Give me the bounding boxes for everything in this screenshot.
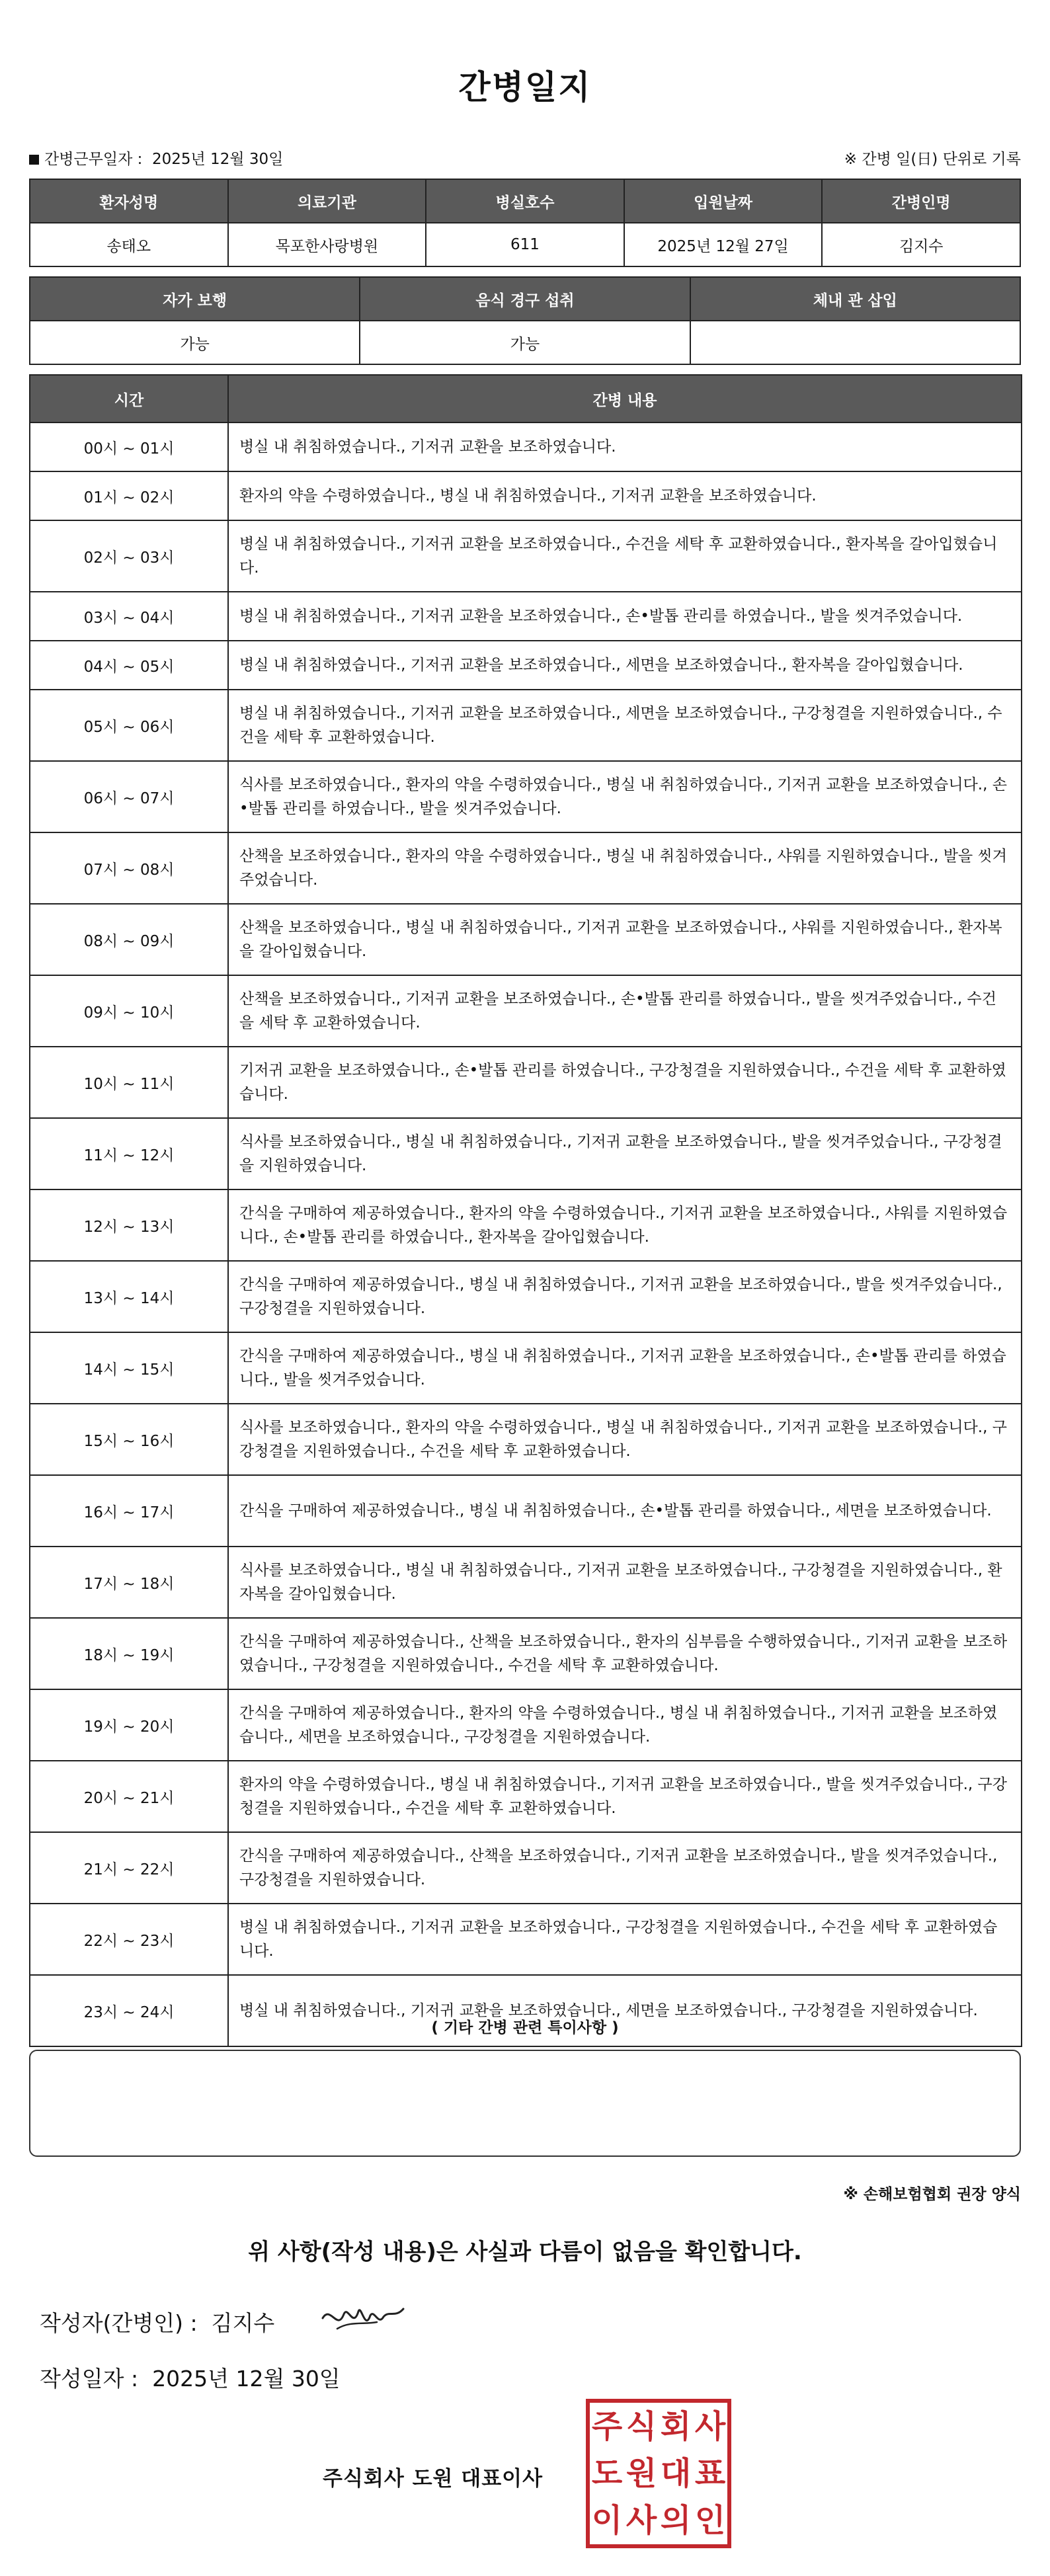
written-date-label: 작성일자 : (40, 2366, 139, 2392)
row-content: 간식을 구매하여 제공하였습니다., 환자의 약을 수령하였습니다., 병실 내 취침하였습니다., 기저귀 교환을 보조하였습니다., 세면을 보조하였습니다., 구강청결을 지원하였습니다. (228, 1689, 1022, 1761)
row-content: 간식을 구매하여 제공하였습니다., 산책을 보조하였습니다., 환자의 심부름을 수행하였습니다., 기저귀 교환을 보조하였습니다., 구강청결을 지원하였습니다., 수건을 세탁 후 교환하였습니다. (228, 1618, 1022, 1689)
company-name: 주식회사 도원 대표이사 (323, 2467, 544, 2491)
row-time: 21시 ~ 22시 (30, 1832, 228, 1904)
table-row (30, 1404, 1022, 1475)
row-time: 14시 ~ 15시 (30, 1332, 228, 1404)
row-time: 05시 ~ 06시 (30, 690, 228, 761)
patient-name: 송태오 (30, 223, 228, 266)
row-time: 16시 ~ 17시 (30, 1475, 228, 1547)
notes-title: ( 기타 간병 관련 특이사항 ) (431, 2019, 619, 2036)
patient-info-table (29, 179, 1021, 267)
table-row (30, 1547, 1022, 1618)
row-time: 09시 ~ 10시 (30, 975, 228, 1047)
row-content: 산책을 보조하였습니다., 기저귀 교환을 보조하였습니다., 손•발톱 관리를 하였습니다., 발을 씻겨주었습니다., 수건을 세탁 후 교환하였습니다. (228, 975, 1022, 1047)
table-row (30, 904, 1022, 975)
row-time: 04시 ~ 05시 (30, 641, 228, 690)
header-walking: 자가 보행 (30, 277, 360, 321)
row-content: 병실 내 취침하였습니다., 기저귀 교환을 보조하였습니다., 세면을 보조하였습니다., 구강청결을 지원하였습니다. (228, 1975, 1022, 2046)
written-date-value: 2025년 12월 30일 (152, 2366, 341, 2392)
row-time: 00시 ~ 01시 (30, 423, 228, 471)
table-row (30, 641, 1022, 690)
oral-intake-value: 가능 (360, 321, 690, 364)
row-content: 간식을 구매하여 제공하였습니다., 병실 내 취침하였습니다., 손•발톱 관리를 하였습니다., 세면을 보조하였습니다. (228, 1475, 1022, 1547)
work-date-line (29, 141, 1021, 168)
row-time: 03시 ~ 04시 (30, 592, 228, 641)
row-content: 병실 내 취침하였습니다., 기저귀 교환을 보조하였습니다., 수건을 세탁 후 교환하였습니다., 환자복을 갈아입혔습니다. (228, 520, 1022, 592)
admission-date: 2025년 12월 27일 (624, 223, 823, 266)
header-tube: 체내 관 삽입 (690, 277, 1020, 321)
work-date-label: 간병근무일자 : (44, 151, 143, 168)
row-content: 식사를 보조하였습니다., 병실 내 취침하였습니다., 기저귀 교환을 보조하였습니다., 발을 씻겨주었습니다., 구강청결을 지원하였습니다. (228, 1118, 1022, 1189)
table-row (30, 1189, 1022, 1261)
table-row (30, 1475, 1022, 1547)
ability-table (29, 276, 1021, 365)
row-content: 병실 내 취침하였습니다., 기저귀 교환을 보조하였습니다., 손•발톱 관리를 하였습니다., 발을 씻겨주었습니다. (228, 592, 1022, 641)
row-time: 06시 ~ 07시 (30, 761, 228, 832)
row-time: 10시 ~ 11시 (30, 1047, 228, 1118)
square-bullet-icon (29, 155, 39, 165)
row-content: 환자의 약을 수령하였습니다., 병실 내 취침하였습니다., 기저귀 교환을 보조하였습니다., 발을 씻겨주었습니다., 구강청결을 지원하였습니다., 수건을 세탁 후 교환하였습니다. (228, 1761, 1022, 1832)
header-caregiver: 간병인명 (822, 179, 1020, 223)
confirmation-statement: 위 사항(작성 내용)은 사실과 다름이 없음을 확인합니다. (248, 2239, 802, 2265)
row-time: 13시 ~ 14시 (30, 1261, 228, 1332)
row-content: 간식을 구매하여 제공하였습니다., 병실 내 취침하였습니다., 기저귀 교환을 보조하였습니다., 손•발톱 관리를 하였습니다., 발을 씻겨주었습니다. (228, 1332, 1022, 1404)
recommended-form-note: ※ 손해보험협회 권장 양식 (843, 2186, 1021, 2203)
row-time: 18시 ~ 19시 (30, 1618, 228, 1689)
writer-name: 김지수 (211, 2310, 275, 2336)
row-time: 15시 ~ 16시 (30, 1404, 228, 1475)
row-content: 환자의 약을 수령하였습니다., 병실 내 취침하였습니다., 기저귀 교환을 보조하였습니다. (228, 471, 1022, 520)
row-time: 23시 ~ 24시 (30, 1975, 228, 2046)
row-time: 19시 ~ 20시 (30, 1689, 228, 1761)
row-time: 22시 ~ 23시 (30, 1904, 228, 1975)
row-content: 병실 내 취침하였습니다., 기저귀 교환을 보조하였습니다., 구강청결을 지원하였습니다., 수건을 세탁 후 교환하였습니다. (228, 1904, 1022, 1975)
header-care-content: 간병 내용 (228, 375, 1022, 423)
row-content: 기저귀 교환을 보조하였습니다., 손•발톱 관리를 하였습니다., 구강청결을 지원하였습니다., 수건을 세탁 후 교환하였습니다. (228, 1047, 1022, 1118)
caregiver-name: 김지수 (822, 223, 1020, 266)
row-content: 간식을 구매하여 제공하였습니다., 환자의 약을 수령하였습니다., 기저귀 교환을 보조하였습니다., 샤워를 지원하였습니다., 손•발톱 관리를 하였습니다., 환자복을 갈아입혔습니다. (228, 1189, 1022, 1261)
table-row (30, 1332, 1022, 1404)
row-time: 12시 ~ 13시 (30, 1189, 228, 1261)
tube-value (690, 321, 1020, 364)
company-seal-icon: 주 식 회 사 도 원 대 표 이 사 의 인 (586, 2399, 731, 2548)
table-row (30, 761, 1022, 832)
table-row (30, 1904, 1022, 1975)
table-row (30, 1047, 1022, 1118)
row-content: 식사를 보조하였습니다., 환자의 약을 수령하였습니다., 병실 내 취침하였습니다., 기저귀 교환을 보조하였습니다., 손•발톱 관리를 하였습니다., 발을 씻겨주었습니다. (228, 761, 1022, 832)
row-time: 07시 ~ 08시 (30, 832, 228, 904)
walking-value: 가능 (30, 321, 360, 364)
row-time: 11시 ~ 12시 (30, 1118, 228, 1189)
written-date-line (40, 2362, 341, 2393)
unit-note: ※ 간병 일(日) 단위로 기록 (844, 151, 1021, 168)
table-row (30, 520, 1022, 592)
row-time: 02시 ~ 03시 (30, 520, 228, 592)
table-row (30, 832, 1022, 904)
work-date-value: 2025년 12월 30일 (152, 151, 284, 168)
row-content: 산책을 보조하였습니다., 병실 내 취침하였습니다., 기저귀 교환을 보조하였습니다., 샤워를 지원하였습니다., 환자복을 갈아입혔습니다. (228, 904, 1022, 975)
writer-line (40, 2306, 274, 2337)
hospital-name: 목포한사랑병원 (228, 223, 426, 266)
header-patient-name: 환자성명 (30, 179, 228, 223)
notes-box (29, 2050, 1021, 2157)
signature-icon (317, 2292, 410, 2345)
table-row (30, 592, 1022, 641)
header-admission-date: 입원날짜 (624, 179, 823, 223)
header-oral-intake: 음식 경구 섭취 (360, 277, 690, 321)
row-content: 병실 내 취침하였습니다., 기저귀 교환을 보조하였습니다., 세면을 보조하였습니다., 구강청결을 지원하였습니다., 수건을 세탁 후 교환하였습니다. (228, 690, 1022, 761)
table-row (30, 975, 1022, 1047)
row-content: 식사를 보조하였습니다., 병실 내 취침하였습니다., 기저귀 교환을 보조하였습니다., 구강청결을 지원하였습니다., 환자복을 갈아입혔습니다. (228, 1547, 1022, 1618)
header-room: 병실호수 (426, 179, 624, 223)
writer-label: 작성자(간병인) : (40, 2310, 198, 2336)
table-row (30, 690, 1022, 761)
header-hospital: 의료기관 (228, 179, 426, 223)
row-time: 20시 ~ 21시 (30, 1761, 228, 1832)
room-number: 611 (426, 223, 624, 266)
table-row (30, 1761, 1022, 1832)
row-content: 간식을 구매하여 제공하였습니다., 산책을 보조하였습니다., 기저귀 교환을 보조하였습니다., 발을 씻겨주었습니다., 구강청결을 지원하였습니다. (228, 1832, 1022, 1904)
table-row (30, 1618, 1022, 1689)
table-row (30, 1689, 1022, 1761)
table-row (30, 1118, 1022, 1189)
work-date (29, 147, 283, 169)
row-time: 17시 ~ 18시 (30, 1547, 228, 1618)
row-time: 08시 ~ 09시 (30, 904, 228, 975)
care-log-table (29, 374, 1022, 2047)
row-content: 병실 내 취침하였습니다., 기저귀 교환을 보조하였습니다. (228, 423, 1022, 471)
page-title: 간병일지 (458, 68, 592, 106)
header-time: 시간 (30, 375, 228, 423)
table-row (30, 1832, 1022, 1904)
row-content: 간식을 구매하여 제공하였습니다., 병실 내 취침하였습니다., 기저귀 교환을 보조하였습니다., 발을 씻겨주었습니다., 구강청결을 지원하였습니다. (228, 1261, 1022, 1332)
table-row (30, 423, 1022, 471)
row-time: 01시 ~ 02시 (30, 471, 228, 520)
row-content: 식사를 보조하였습니다., 환자의 약을 수령하였습니다., 병실 내 취침하였습니다., 기저귀 교환을 보조하였습니다., 구강청결을 지원하였습니다., 수건을 세탁 후 교환하였습니다. (228, 1404, 1022, 1475)
row-content: 산책을 보조하였습니다., 환자의 약을 수령하였습니다., 병실 내 취침하였습니다., 샤워를 지원하였습니다., 발을 씻겨주었습니다. (228, 832, 1022, 904)
table-row (30, 471, 1022, 520)
row-content: 병실 내 취침하였습니다., 기저귀 교환을 보조하였습니다., 세면을 보조하였습니다., 환자복을 갈아입혔습니다. (228, 641, 1022, 690)
table-row (30, 1261, 1022, 1332)
